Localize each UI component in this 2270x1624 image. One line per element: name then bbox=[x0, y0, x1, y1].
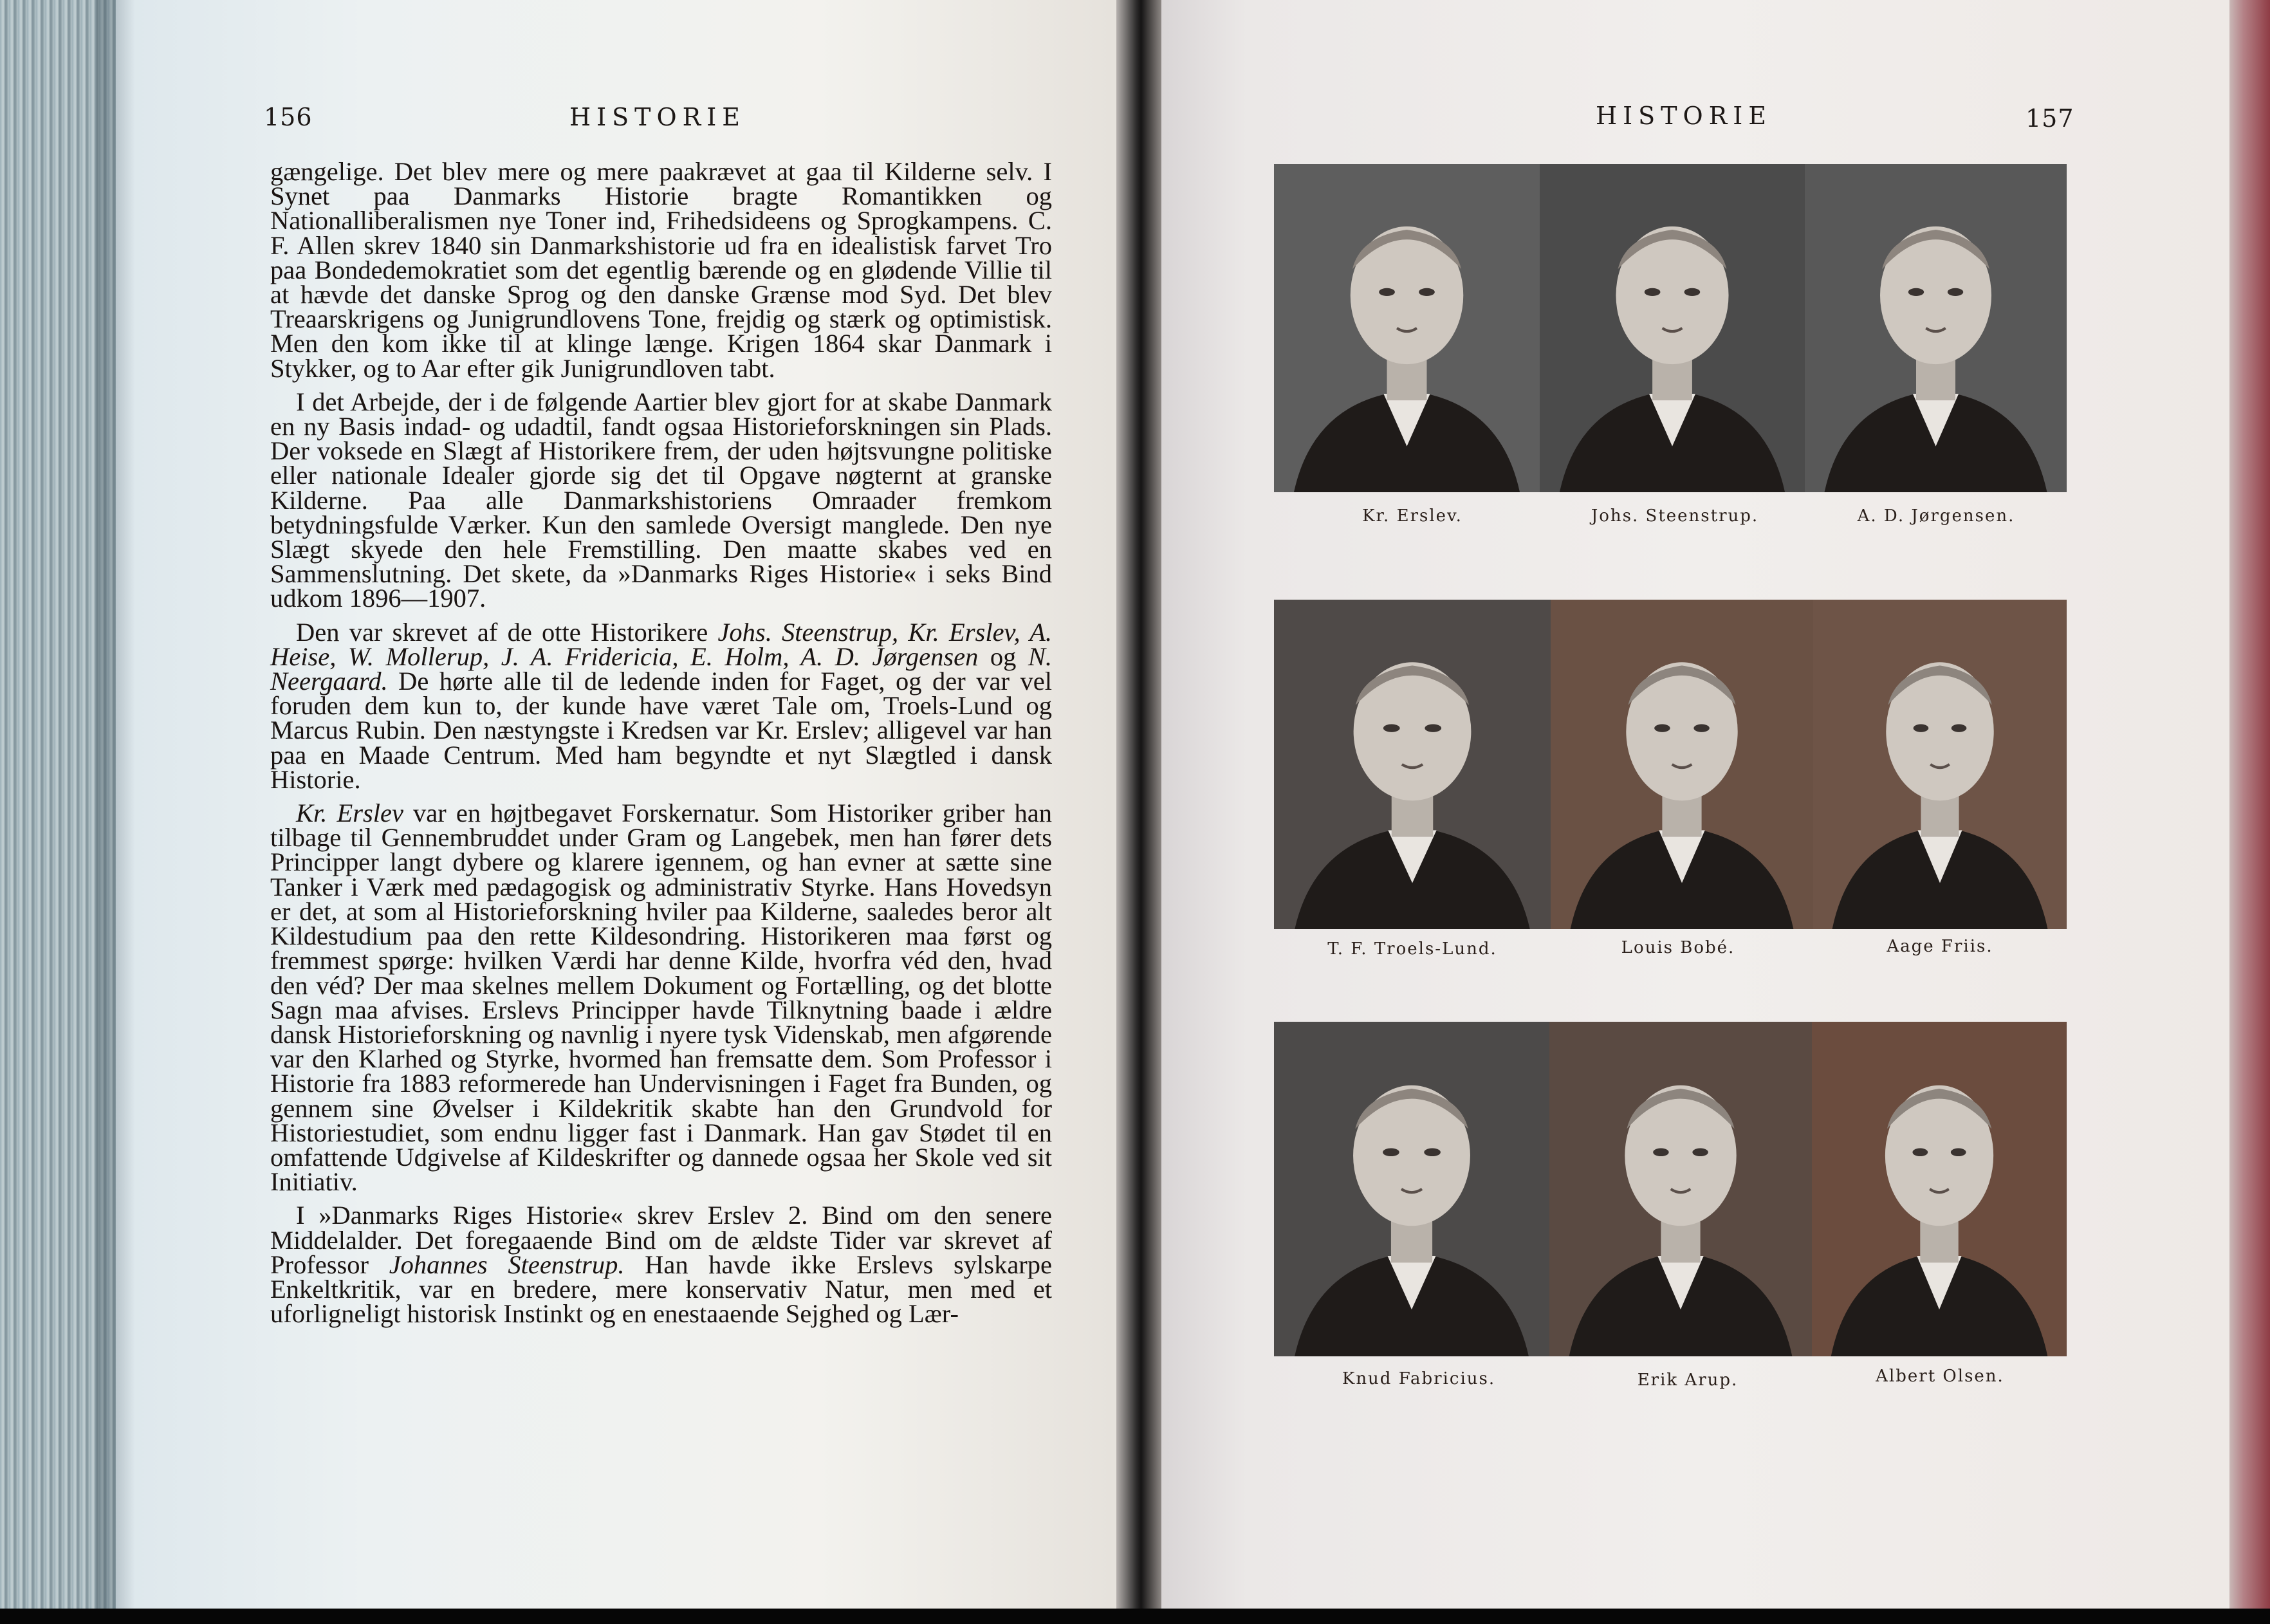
portrait-photo bbox=[1274, 600, 1551, 929]
paragraph-3 bbox=[270, 617, 1053, 794]
paragraph-3-rest: De hørte alle til de ledende inden for Faget, og der var vel foruden dem kun to, der kunde have været Tale om, Troels-Lund og Marcus Rubin. Den næstyngste i Kredsen var Kr. Erslev; alligevel var han paa en Maade Centrum. Med ham begyndte et nyt Slægtled i dansk Historie. bbox=[270, 667, 1052, 794]
book-gutter bbox=[1116, 0, 1161, 1624]
portrait-photo bbox=[1549, 1022, 1812, 1356]
portrait-a-d-jorgensen bbox=[1805, 164, 2067, 492]
right-running-title: HISTORIE bbox=[1596, 102, 1773, 130]
paragraph-4-lead: Kr. Erslev bbox=[296, 798, 403, 828]
body-text-column bbox=[270, 157, 1053, 1329]
portrait-albert-olsen bbox=[1812, 1022, 2067, 1356]
left-running-title: HISTORIE bbox=[569, 103, 746, 131]
historian-last-name: N. Neergaard. bbox=[270, 641, 1053, 696]
portrait-erik-arup bbox=[1549, 1022, 1812, 1356]
book-binding-edge bbox=[2229, 0, 2270, 1624]
caption-aage-friis: Aage Friis. bbox=[1887, 937, 1993, 956]
portrait-louis-bobe bbox=[1551, 600, 1813, 929]
portrait-kr-erslev bbox=[1274, 164, 1540, 492]
portrait-photo bbox=[1812, 1022, 2067, 1356]
caption-louis-bobe: Louis Bobé. bbox=[1621, 938, 1735, 957]
caption-kr-erslev: Kr. Erslev. bbox=[1362, 506, 1463, 526]
historian-names: Johs. Steenstrup, Kr. Erslev, A. Heise, W. Mollerup, J. A. Fridericia, E. Holm, A. D. Jørgensen bbox=[270, 617, 1053, 671]
caption-erik-arup: Erik Arup. bbox=[1637, 1370, 1739, 1390]
paragraph-5 bbox=[270, 1201, 1053, 1329]
portrait-aage-friis bbox=[1813, 600, 2067, 929]
portrait-photo bbox=[1274, 1022, 1549, 1356]
portrait-photo bbox=[1813, 600, 2067, 929]
portrait-photo bbox=[1274, 164, 1540, 492]
paragraph-4 bbox=[270, 798, 1053, 1197]
edge-shadow bbox=[97, 0, 135, 1609]
portrait-plate-2 bbox=[1274, 600, 2067, 929]
caption-troels-lund: T. F. Troels-Lund. bbox=[1327, 939, 1497, 959]
paragraph-5-italic: Johannes Steenstrup. bbox=[389, 1250, 625, 1279]
portrait-knud-fabricius bbox=[1274, 1022, 1549, 1356]
caption-a-d-jorgensen: A. D. Jørgensen. bbox=[1857, 506, 2015, 526]
scan-bottom-edge bbox=[0, 1609, 2270, 1624]
portrait-plate-1 bbox=[1274, 164, 2067, 492]
portrait-photo bbox=[1551, 600, 1813, 929]
paragraph-3-conjunction: og bbox=[978, 641, 1028, 671]
portrait-plate-3 bbox=[1274, 1022, 2067, 1356]
portrait-photo bbox=[1540, 164, 1805, 492]
paragraph-1: gængelige. Det blev mere og mere paakrævet at gaa til Kilderne selv. I Synet paa Danmarks Historie bragte Romantikken og Nationalliberalismen nye Toner ind, Frihedsideens og Sprogkampens. C. F. Allen skrev 1840 sin Danmarkshistorie ud fra en idealistisk farvet Tro paa Bondedemokratiet som det egentlig bærende og en glødende Villie til at hævde det danske Sprog og den danske Grænse mod Syd. Det blev Treaarskrigens og Junigrundlovens Tone, frejdig og stærk og optimistisk. Men den kom ikke til at klinge længe. Krigen 1864 skar Danmark i Stykker, og to Aar efter gik Junigrundloven tabt. bbox=[270, 157, 1052, 383]
paragraph-5-lead: I »Danmarks Riges Historie« skrev Erslev 2. Bind om den senere Middelalder. Det foregaaende Bind om de ældste Tider var skrevet af Professor bbox=[270, 1201, 1052, 1279]
portrait-troels-lund bbox=[1274, 600, 1551, 929]
paragraph-2: I det Arbejde, der i de følgende Aartier blev gjort for at skabe Danmark en ny Basis indad- og udadtil, fandt ogsaa Historieforskningen sin Plads. Der voksede en Slægt af Historikere frem, der uden højtsvungne politiske eller nationale Idealer gjorde sig det til Opgave nøgternt at granske Kilderne. Paa alle Danmarkshistoriens Omraader fremkom betydningsfulde Værker. Kun den samlede Oversigt manglede. Den nye Slægt skyede den hele Fremstilling. Den maatte skabes ved en Sammenslutning. Det skete, da »Danmarks Riges Historie« i seks Bind udkom 1896—1907. bbox=[270, 387, 1052, 613]
caption-albert-olsen: Albert Olsen. bbox=[1876, 1367, 2004, 1386]
caption-knud-fabricius: Knud Fabricius. bbox=[1342, 1369, 1496, 1389]
paragraph-4-rest: var en højtbegavet Forskernatur. Som Historiker griber han tilbage til Gennembruddet under Gram og Langebek, men han fører dets Principper langt dybere og klarere igennem, og han evner at sætte sine Tanker i Værk med pædagogisk og administrativ Styrke. Hans Hovedsyn er det, at som al Historieforskning hviler paa Kilderne, saaledes beror alt Kildestudium paa den rette Kildesondring. Historikeren maa først og fremmest spørge: hvilken Værdi har denne Kilde, hvorfra véd den, hvad den véd? Der maa skelnes mellem Dokument og Fortælling, og det blotte Sagn maa afvises. Erslevs Principper havde Tilknytning baade i ældre dansk Historieforskning og navnlig i nyere tysk Videnskab, men afgørende var den Klarhed og Styrke, hvormed han fremsatte dem. Som Professor i Historie fra 1883 reformerede han Undervisningen i Faget fra Bunden, og gennem sine Øvelser i Kildekritik skabte han den Grundvold for Historiestudiet, som endnu ligger fast i Danmark. Han gav Stødet til en omfattende Udgivelse af Kildeskrifter og dannede ogsaa her Skole ved sit Initiativ. bbox=[270, 798, 1053, 1197]
portrait-johs-steenstrup bbox=[1540, 164, 1805, 492]
left-folio: 156 bbox=[264, 103, 313, 131]
paragraph-5-rest: Han havde ikke Erslevs sylskarpe Enkeltkritik, var en bredere, mere konservativ Natur, men med et uforligneligt historisk Instinkt og en enestaaende Sejghed og Lær- bbox=[270, 1250, 1053, 1329]
caption-johs-steenstrup: Johs. Steenstrup. bbox=[1591, 506, 1759, 526]
paragraph-3-lead: Den var skrevet af de otte Historikere bbox=[296, 617, 718, 647]
portrait-photo bbox=[1805, 164, 2067, 492]
right-folio: 157 bbox=[2025, 104, 2074, 133]
